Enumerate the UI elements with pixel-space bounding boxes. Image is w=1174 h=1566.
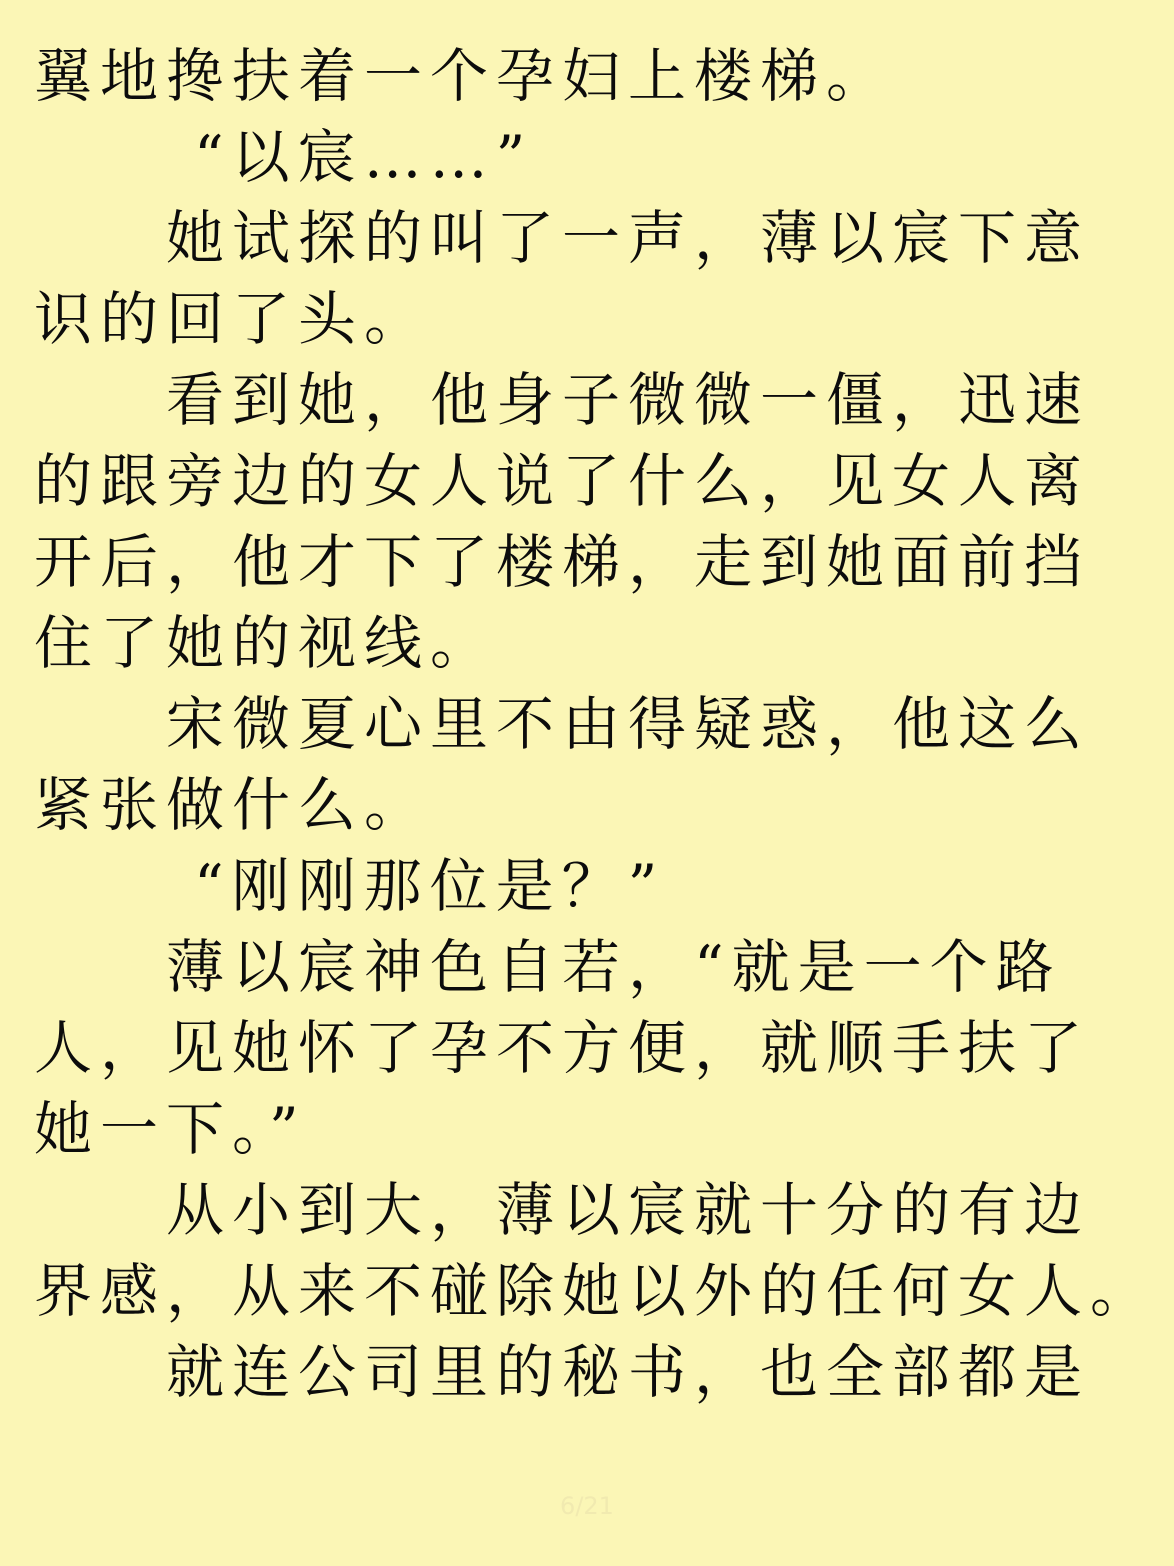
text-line: 紧张做什么。 xyxy=(34,771,431,839)
text-line: 她试探的叫了一声，薄以宸下意 xyxy=(166,204,1091,272)
text-line: 宋微夏心里不由得疑惑，他这么 xyxy=(166,690,1091,758)
text-line: 薄以宸神色自若，“就是一个路 xyxy=(166,933,1062,1001)
text-line: 看到她，他身子微微一僵，迅速 xyxy=(166,366,1091,434)
text-line: 的跟旁边的女人说了什么，见女人离 xyxy=(34,447,1091,515)
text-line: 开后，他才下了楼梯，走到她面前挡 xyxy=(34,528,1091,596)
text-line: 住了她的视线。 xyxy=(34,609,497,677)
story-text xyxy=(34,36,1157,1413)
text-line: 翼地搀扶着一个孕妇上楼梯。 xyxy=(34,42,893,110)
text-line: 识的回了头。 xyxy=(34,285,431,353)
text-line: 人，见她怀了孕不方便，就顺手扶了 xyxy=(34,1014,1091,1082)
text-line: “以宸……” xyxy=(194,123,534,191)
text-line: 界感，从来不碰除她以外的任何女人。 xyxy=(34,1257,1157,1325)
text-line: 从小到大，薄以宸就十分的有边 xyxy=(166,1176,1091,1244)
text-line: “刚刚那位是？” xyxy=(194,852,666,920)
text-line: 她一下。” xyxy=(34,1095,307,1163)
page-number-indicator: 6/21 xyxy=(560,1492,614,1520)
text-line: 就连公司里的秘书，也全部都是 xyxy=(166,1338,1091,1406)
